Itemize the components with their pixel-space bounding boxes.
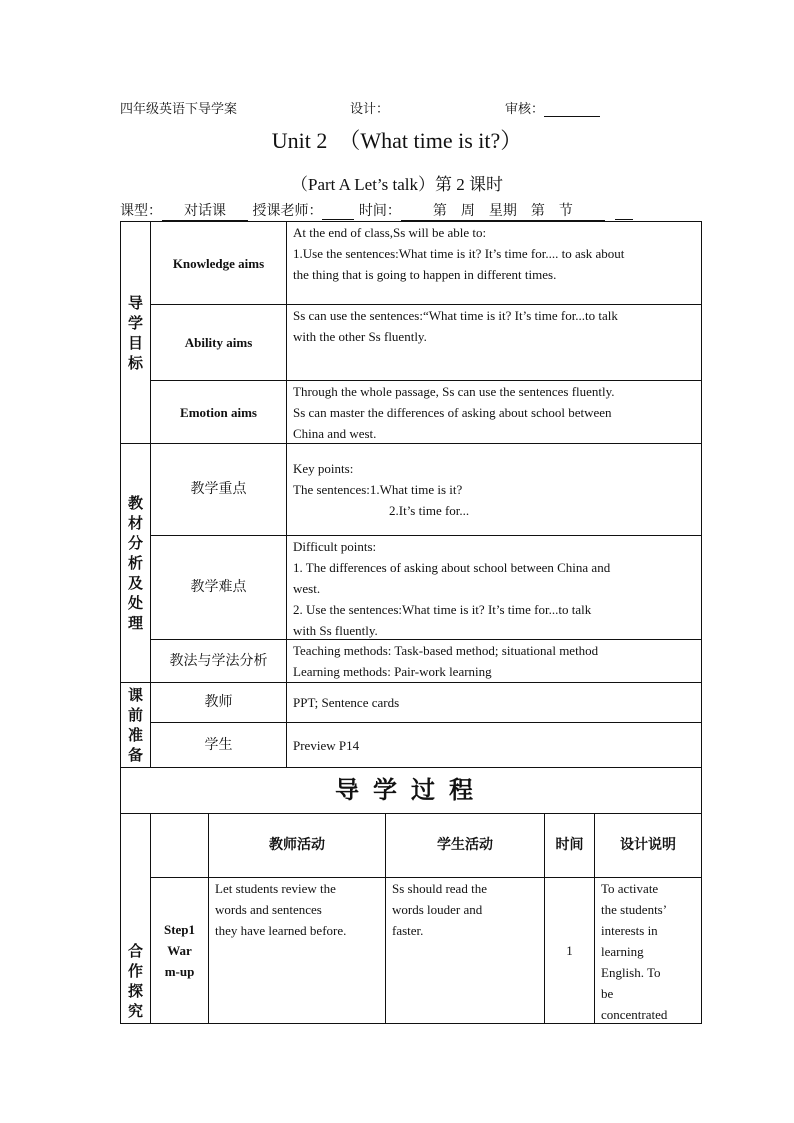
ability-aims-text <box>287 305 701 380</box>
ability-aims-label: Ability aims <box>184 335 253 350</box>
col-time: 时间 <box>555 837 584 853</box>
prep-student-value: Preview P14 <box>293 737 360 753</box>
col-teacher-activity: 教师活动 <box>269 837 325 853</box>
doc-label: 四年级英语下导学案 <box>120 102 238 117</box>
step1-label-line: War <box>167 943 192 958</box>
review-blank <box>544 104 600 117</box>
col-student-activity: 学生活动 <box>437 837 493 853</box>
step1-time: 1 <box>566 943 573 958</box>
step1-teacher-line: Let students review the <box>215 881 336 896</box>
key-line: 2.It’s time for... <box>389 503 470 518</box>
emotion-aims-text <box>287 381 701 443</box>
step1-student-line: Ss should read the <box>392 881 487 896</box>
difficult-line: 1. The differences of asking about school between China and <box>293 560 611 575</box>
teacher-blank <box>322 203 354 220</box>
emotion-line: Through the whole passage, Ss can use the sentences fluently. <box>293 384 615 399</box>
key-points-label: 教学重点 <box>190 481 247 497</box>
methods-line: Learning methods: Pair-work learning <box>293 664 492 679</box>
step1-design-line: learning <box>601 944 644 959</box>
step1-design-notes <box>601 878 699 1023</box>
goals-section-label-cell <box>121 222 150 443</box>
methods-text <box>287 640 701 682</box>
lesson-info <box>120 200 633 221</box>
process-section-label-cell <box>121 814 150 1023</box>
step1-student-activity <box>392 878 542 1023</box>
step1-student-line: faster. <box>392 923 424 938</box>
part-title: （Part A Let’s talk）第 2 课时 <box>290 175 504 194</box>
step1-design-line: To activate <box>601 881 659 896</box>
knowledge-aims-text <box>287 222 701 304</box>
difficult-line: Difficult points: <box>293 539 377 554</box>
step1-design-line: the students’ <box>601 902 668 917</box>
prep-section-label: 课前准备 <box>127 686 143 764</box>
difficult-line: west. <box>293 581 321 596</box>
knowledge-aims-label: Knowledge aims <box>172 255 265 271</box>
design-label: 设计： <box>350 102 390 117</box>
key-line: The sentences:1.What time is it? <box>293 482 463 497</box>
step1-design-line: concentrated <box>601 1007 668 1022</box>
difficult-line: 2. Use the sentences:What time is it? It’s time for...to talk <box>293 602 592 617</box>
emotion-aims-label: Emotion aims <box>180 404 257 420</box>
knowledge-line: At the end of class,Ss will be able to: <box>293 225 487 240</box>
review-label: 审核： <box>505 102 545 117</box>
prep-section-label-cell <box>121 683 150 767</box>
step1-teacher-activity <box>215 878 383 1023</box>
lesson-type-label: 课型： <box>120 203 162 219</box>
step1-design-line: be <box>601 986 614 1001</box>
trailing-blank <box>615 203 633 220</box>
unit-title: Unit 2 （What time is it?） <box>271 128 523 153</box>
step1-design-line: interests in <box>601 923 658 938</box>
prep-teacher-value: PPT; Sentence cards <box>293 695 400 710</box>
difficult-points-text <box>287 536 701 639</box>
key-points-text <box>287 458 701 532</box>
goals-section-label: 导学目标 <box>127 293 143 372</box>
process-section-label: 合作探究 <box>127 942 143 1020</box>
analysis-section-label-cell <box>121 444 150 682</box>
knowledge-line: 1.Use the sentences:What time is it? It’s time for.... to ask about <box>293 246 625 261</box>
emotion-line: Ss can master the differences of asking about school between <box>293 405 612 420</box>
process-title: 导学过程 <box>335 776 487 804</box>
time-label: 时间： <box>358 203 401 219</box>
key-line: Key points: <box>293 461 354 476</box>
step1-student-line: words louder and <box>392 902 483 917</box>
review-field <box>505 98 600 117</box>
step1-label <box>151 878 208 1023</box>
knowledge-line: the thing that is going to happen in different times. <box>293 267 557 282</box>
difficult-line: with Ss fluently. <box>293 623 378 638</box>
difficult-points-label: 教学难点 <box>190 579 247 595</box>
ability-line: with the other Ss fluently. <box>293 329 427 344</box>
prep-teacher-label: 教师 <box>204 694 233 710</box>
col-design-notes: 设计说明 <box>620 837 676 853</box>
step1-label-line: Step1 <box>163 922 196 937</box>
methods-label: 教法与学法分析 <box>169 652 268 669</box>
step1-design-line: English. To <box>601 965 661 980</box>
step1-teacher-line: they have learned before. <box>215 923 347 938</box>
emotion-line: China and west. <box>293 426 377 441</box>
step1-teacher-line: words and sentences <box>215 902 322 917</box>
prep-student-label: 学生 <box>204 736 233 753</box>
time-value: 第 周 星期 第 节 <box>401 200 605 221</box>
analysis-section-label: 教材分析及处理 <box>127 494 143 632</box>
lesson-type-value: 对话课 <box>162 200 248 221</box>
ability-line: Ss can use the sentences:“What time is it? It’s time for...to talk <box>293 308 618 323</box>
methods-line: Teaching methods: Task-based method; situational method <box>293 643 599 658</box>
step1-label-line: m-up <box>164 964 195 979</box>
teacher-label: 授课老师： <box>252 203 323 219</box>
